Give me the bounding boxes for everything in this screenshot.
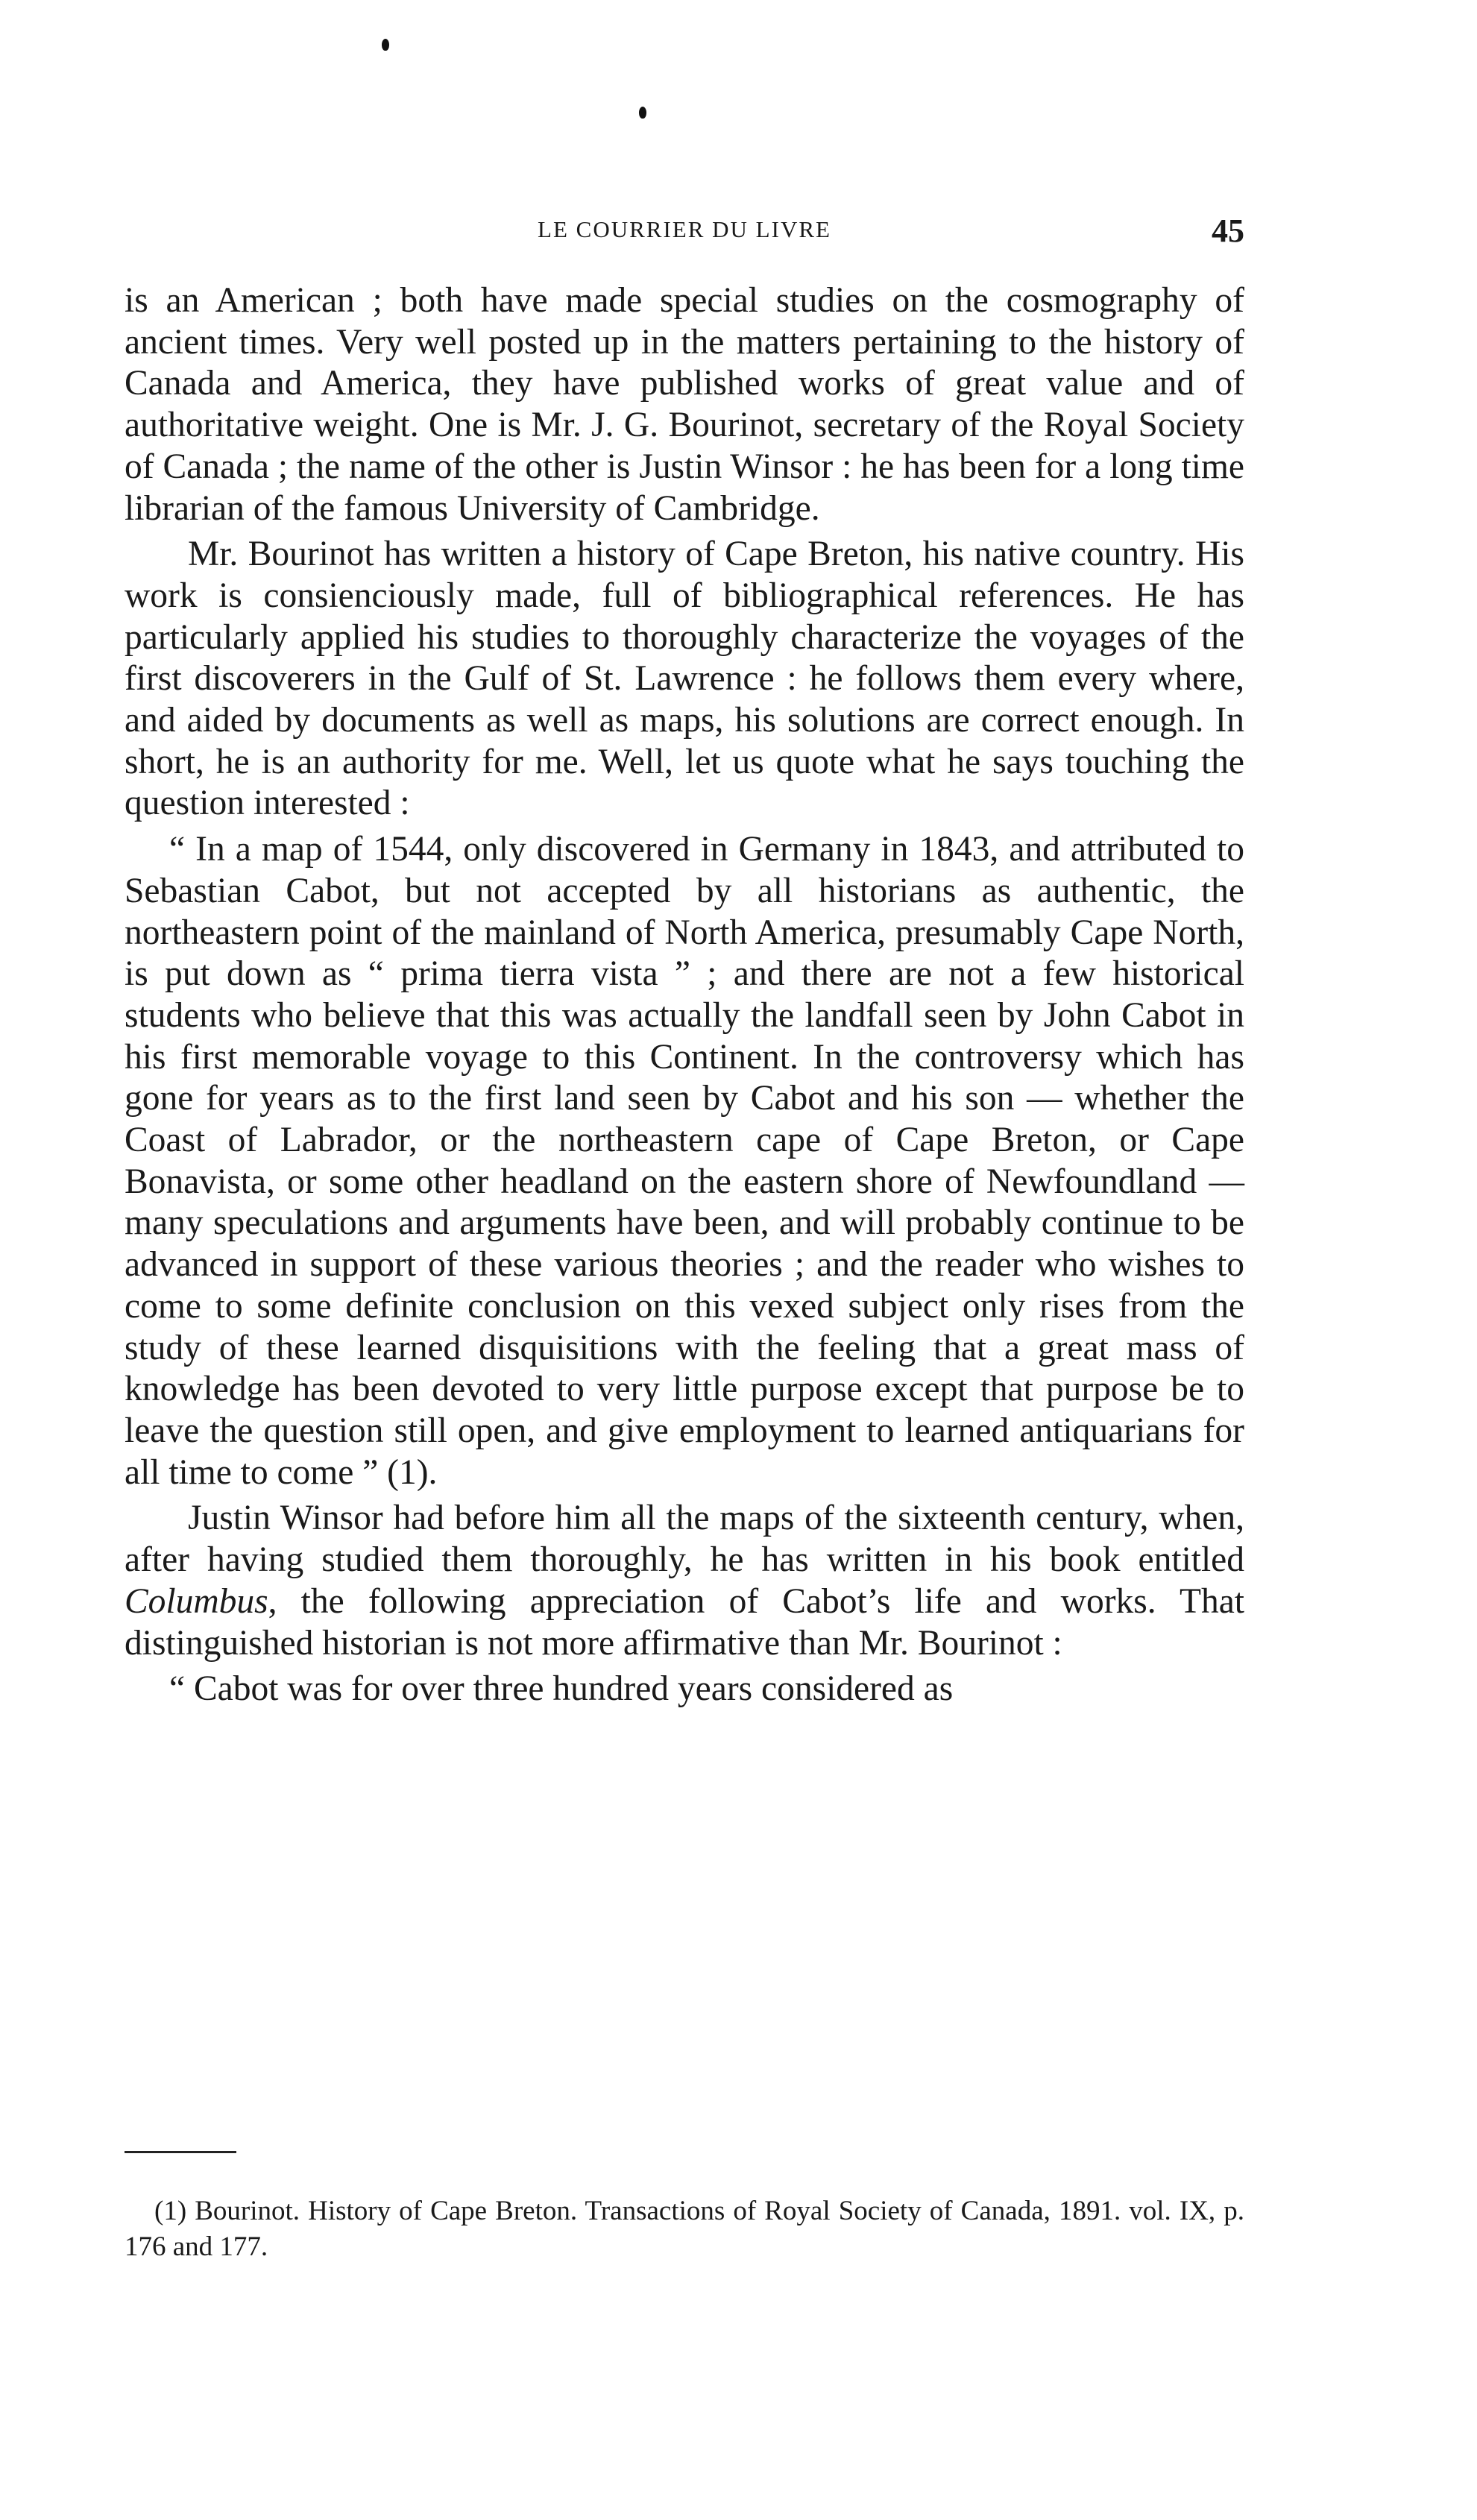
paragraph: is an American ; both have made special studies on the cosmography of ancient times. Very well posted up in the matters pertaining to the history of Canada and America, they have published works of great value and of authoritative weight. One is Mr. J. G. Bourinot, secretary of the Royal Society of Canada ; the name of the other is Justin Winsor : he has been for a long time librarian of the famous University of Cambridge. [125, 281, 1244, 528]
paragraph-text: , the following appreciation of Cabot’s life and works. That distinguished historian is not more affirmative than Mr. Bourinot : [125, 1581, 1244, 1663]
main-text [125, 280, 1244, 1710]
page-number: 45 [1212, 212, 1244, 249]
running-title: LE COURRIER DU LIVRE [538, 216, 831, 242]
footnote [125, 2193, 1244, 2265]
print-speck [382, 39, 389, 51]
paragraph-text: Justin Winsor had before him all the maps of the sixteenth century, when, after having studied them thoroughly, he has written in his book entitled [125, 1499, 1244, 1580]
footnote-rule [125, 2151, 236, 2153]
paragraph: Mr. Bourinot has written a history of Cape Breton, his native country. His work is consienciously made, full of bibliographical references. He has particularly applied his studies to thoroughly characterize the voyages of the first discoverers in the Gulf of St. Lawrence : he follows them every where, and aided by documents as well as maps, his solutions are correct enough. In short, he is an authority for me. Well, let us quote what he says touching the question interested : [125, 535, 1244, 823]
quotation-paragraph: “ Cabot was for over three hundred years considered as [169, 1669, 954, 1709]
print-speck [639, 107, 646, 119]
paragraph [125, 1498, 1244, 1664]
footnote-text: (1) Bourinot. History of Cape Breton. Transactions of Royal Society of Canada, 1891. vol. IX, p. 176 and 177. [125, 2196, 1244, 2262]
quotation-paragraph: “ In a map of 1544, only discovered in Germany in 1843, and attributed to Sebastian Cabot, but not accepted by all historians as authentic, the northeastern point of the mainland of North America, presumably Cape North, is put down as “ prima tierra vista ” ; and there are not a few historical students who believe that this was actually the landfall seen by John Cabot in his first memorable voyage to this Continent. In the controversy which has gone for years as to the first land seen by Cabot and his son — whether the Coast of Labrador, or the northeastern cape of Cape Breton, or Cape Bonavista, or some other headland on the eastern shore of Newfoundland — many speculations and arguments have been, and will probably continue to be advanced in support of these various theories ; and the reader who wishes to come to some definite conclusion on this vexed subject only rises from the study of these learned disquisitions with the feeling that a great mass of knowledge has been devoted to very little purpose except that purpose be to leave the question still open, and give employment to learned antiquarians for all time to come ” (1). [125, 830, 1244, 1492]
page-header [125, 212, 1244, 249]
book-title: Columbus [125, 1581, 268, 1621]
